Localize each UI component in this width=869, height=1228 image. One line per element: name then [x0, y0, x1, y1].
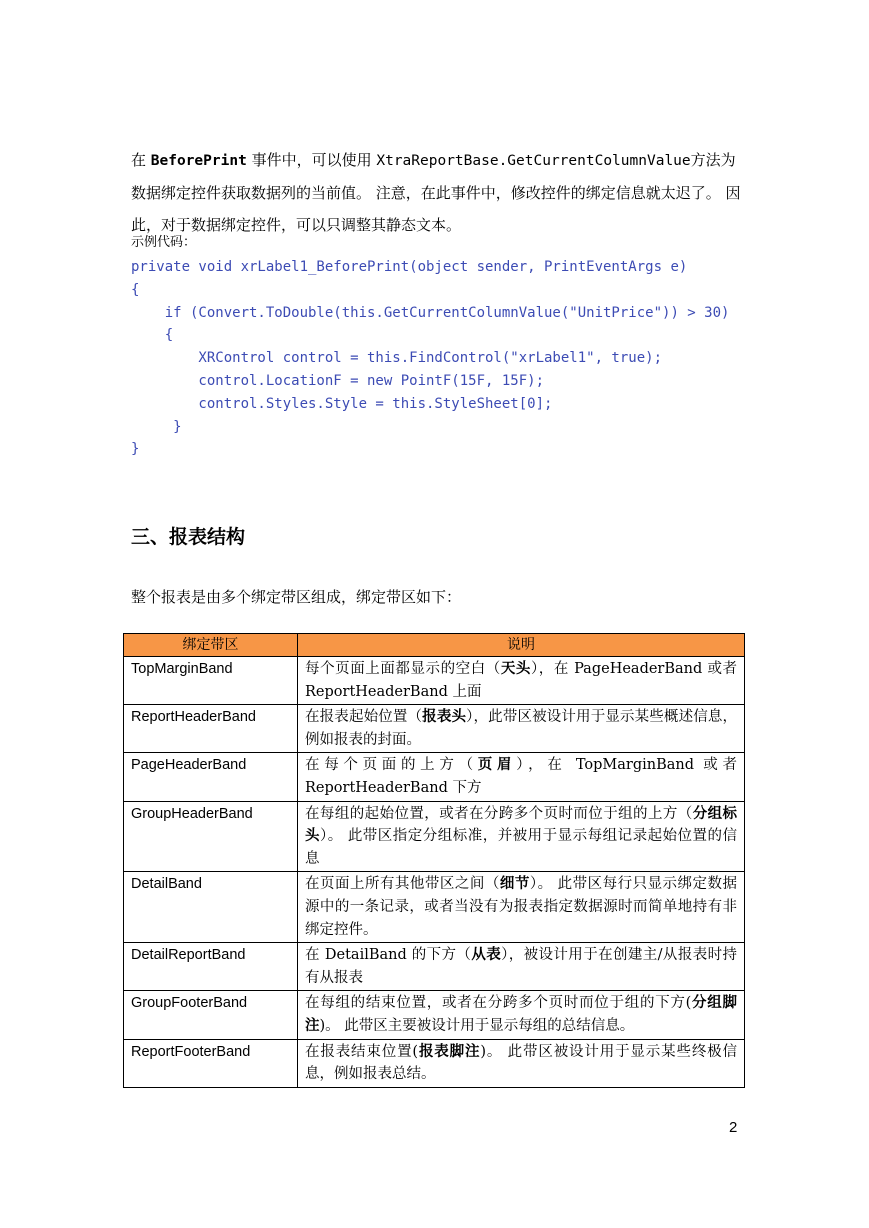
table-row — [124, 705, 745, 753]
band-description — [298, 1039, 745, 1087]
code-line: control.LocationF = new PointF(15F, 15F); — [131, 372, 545, 389]
desc-text: 在每个页面的上方（ — [305, 757, 478, 774]
table-row — [124, 801, 745, 872]
code-line: { — [131, 281, 140, 298]
band-name: PageHeaderBand — [124, 753, 298, 801]
desc-text: 在页面上所有其他带区之间（ — [305, 876, 500, 893]
event-name: BeforePrint — [150, 153, 247, 169]
code-line: { — [131, 327, 174, 344]
band-name: DetailReportBand — [124, 943, 298, 991]
table-row — [124, 657, 745, 705]
code-line: if (Convert.ToDouble(this.GetCurrentColumnValue("UnitPrice")) > 30) — [131, 304, 730, 321]
table-row — [124, 753, 745, 801]
bands-table — [123, 633, 745, 1088]
page-number: 2 — [729, 1119, 738, 1136]
desc-text: ）。 此带区每行只显示绑定数据源中的一条记录，或者当没有为报表指定数据源时而简单地持有非绑定控件。 — [305, 876, 738, 938]
desc-text: 在报表起始位置（ — [305, 709, 423, 726]
desc-term: 报表头 — [422, 708, 467, 726]
code-line: } — [131, 418, 182, 435]
band-description — [298, 705, 745, 753]
band-description — [298, 801, 745, 872]
desc-text: )。 此带区被设计用于显示某些终极信息，例如报表总结。 — [305, 1043, 738, 1083]
code-line: XRControl control = this.FindControl("xrLabel1", true); — [131, 350, 663, 367]
intro-paragraph — [131, 144, 743, 241]
band-description — [298, 943, 745, 991]
desc-term: 天头 — [500, 660, 531, 677]
table-row — [124, 991, 745, 1039]
section-title: 三、报表结构 — [131, 526, 246, 548]
table-row — [124, 943, 745, 991]
code-line: } — [131, 441, 140, 458]
method-name: XtraReportBase.GetCurrentColumnValue — [376, 153, 691, 169]
header-description: 说明 — [298, 634, 745, 657]
code-block — [131, 256, 729, 461]
intro-text-c: 方法为数据绑定控件获取数据列的当前值。 注意，在此事件中，修改控件的绑定信息就太迟了。 因此，对于数据绑定控件，可以只调整其静态文本。 — [131, 151, 741, 234]
band-description — [298, 657, 745, 705]
desc-text: 在每组的结束位置，或者在分跨多个页时而位于组的下方( — [305, 995, 692, 1012]
desc-text: ），被设计用于在创建主/从报表时持有从报表 — [305, 947, 737, 986]
code-line: control.Styles.Style = this.StyleSheet[0]; — [131, 395, 553, 412]
desc-term: 从表 — [471, 946, 502, 964]
table-header-row — [124, 634, 745, 657]
desc-term: 分组脚注 — [305, 994, 738, 1034]
desc-text: ），此带区被设计用于显示某些概述信息，例如报表的封面。 — [305, 709, 738, 748]
desc-text: 在 DetailBand 的下方（ — [305, 947, 472, 964]
desc-text: 在报表结束位置( — [305, 1043, 419, 1060]
band-name: GroupHeaderBand — [124, 801, 298, 872]
desc-text: 每个页面上面都显示的空白（ — [305, 661, 501, 677]
band-name: DetailBand — [124, 872, 298, 943]
desc-text: 在每组的起始位置，或者在分跨多个页时而位于组的上方（ — [305, 805, 693, 822]
table-intro: 整个报表是由多个绑定带区组成，绑定带区如下： — [131, 588, 462, 606]
intro-text-a: 在 — [131, 151, 151, 169]
table-row — [124, 872, 745, 943]
desc-term: 页眉 — [477, 756, 517, 774]
band-name: ReportFooterBand — [124, 1039, 298, 1087]
band-name: ReportHeaderBand — [124, 705, 298, 753]
intro-text-b: 事件中，可以使用 — [246, 151, 377, 169]
desc-text: ）。 此带区指定分组标准，并被用于显示每组记录起始位置的信息 — [305, 828, 738, 867]
code-label: 示例代码： — [131, 235, 197, 250]
band-name: TopMarginBand — [124, 657, 298, 705]
code-line: private void xrLabel1_BeforePrint(object sender, PrintEventArgs e) — [131, 259, 688, 275]
desc-term: 细节 — [499, 875, 530, 893]
desc-text: ），在 TopMarginBand 或者 ReportHeaderBand 下方 — [305, 757, 738, 796]
desc-term: 分组标头 — [305, 804, 738, 845]
desc-text: )。 此带区主要被设计用于显示每组的总结信息。 — [319, 1017, 635, 1034]
desc-term: 报表脚注 — [418, 1042, 481, 1060]
band-description — [298, 991, 745, 1039]
header-band: 绑定带区 — [124, 634, 298, 657]
band-name: GroupFooterBand — [124, 991, 298, 1039]
table-row — [124, 1039, 745, 1087]
band-description — [298, 753, 745, 801]
desc-text: ），在 PageHeaderBand 或者 ReportHeaderBand 上面 — [305, 661, 738, 700]
band-description — [298, 872, 745, 943]
